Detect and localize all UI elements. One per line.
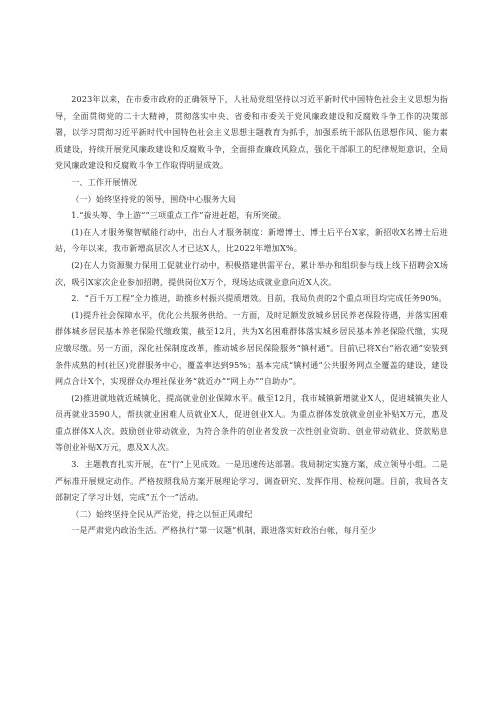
paragraph-social-security: (1)提升社会保障水平，优化公共服务供给。一方面，及时足额发放城乡居民养老保险待遇，并落实困难群体城乡居民基本养老保险代缴政策，截至12月，共为X名困难群体落实城乡居民基本养老保险代缴，实现应缴尽缴。另一方面，深化社保制度改革，推动城乡居民保险服务“镇村通”。目前\已将X台“裕农通”安装到条件成熟的村(社区)党群服务中心，覆盖率达到95%；基本完成“镇村通”公共服务网点全覆盖的建设，建设网点合计X个，实现群众办理社保业务“就近办”“网上办”“自助办”。 <box>55 309 448 387</box>
intro-paragraph: 2023年以来，在市委市政府的正确领导下，人社局党组坚持以习近平新时代中国特色社会主义思想为指导，全面贯彻党的二十大精神，贯彻落实中央、省委和市委关于党风廉政建设和反腐败斗争工作的决策部署，以学习贯彻习近平新时代中国特色社会主义思想主题教育为抓手，加强系统干部队伍思想作风、能力素质建设，持续开展党风廉政建设和反腐败斗争，全面排查廉政风险点，强化干部职工的纪律规矩意识，全局党风廉政建设和反腐败斗争工作取得明显成效。 <box>55 94 448 171</box>
paragraph-rural-revitalization: 2．“百千万工程”全力推进，助推乡村振兴提质增效。目前，我局负责的2个重点项目均完成任务90%。 <box>71 293 447 304</box>
subsection-heading-party-leadership: （一）始终坚持党的领导，围绕中心服务大局 <box>71 193 237 204</box>
paragraph-urbanization: (2)推进就地就近城镇化，提高就业创业保障水平。截至12月，我市城镇新增就业X人，促进城镇失业人员再就业3590人，帮扶就业困难人员就业X人，促进创业X人。为重点群体发放就业创业补贴X万元，惠及重点群体X人次。鼓励创业带动就业，为符合条件的创业者发放一次性创业资助、创业带动就业、贷款贴息等创业补贴X万元，惠及X人次。 <box>55 392 448 453</box>
section-heading-work-status: 一、工作开展情况 <box>71 176 138 187</box>
paragraph-talent-service: (1)在人才服务聚智赋能行动中，出台人才服务制度：新增博士、博士后平台X家，新招收X名博士后进站，今年以来，我市新增高层次人才已达X人，比2022年增加X%。 <box>55 226 448 254</box>
paragraph-party-life: 一是严肃党内政治生活。严格执行“第一议题”机制，跟进落实好政治台帐，每月至少 <box>71 525 377 536</box>
item-heading-key-work: 1.“拔头筹、争上游”“三项重点工作”奋进赶超，有所突破。 <box>71 210 286 221</box>
subsection-heading-strict-governance: （二）始终坚持全民从严治党，持之以恒正风肃纪 <box>71 508 253 519</box>
paragraph-theme-education: 3．主题教育扎实开展，在“行”上见成效。一是迅速传达部署。我局制定实施方案，成立领导小组。二是严标准开展规定动作。严格按照我局方案开展理论学习、调查研究、发挥作用、检视问题。目前，我局各支部制定了学习计划，完成“五个一”活动。 <box>55 459 448 503</box>
paragraph-employment-action: (2)在人力资源聚力保用工促就业行动中，积极搭建供需平台，累计举办和组织参与线上线下招聘会X场次，吸引X家次企业参加招聘，提供岗位X万个，现场达成就业意向近X人次。 <box>55 259 448 287</box>
